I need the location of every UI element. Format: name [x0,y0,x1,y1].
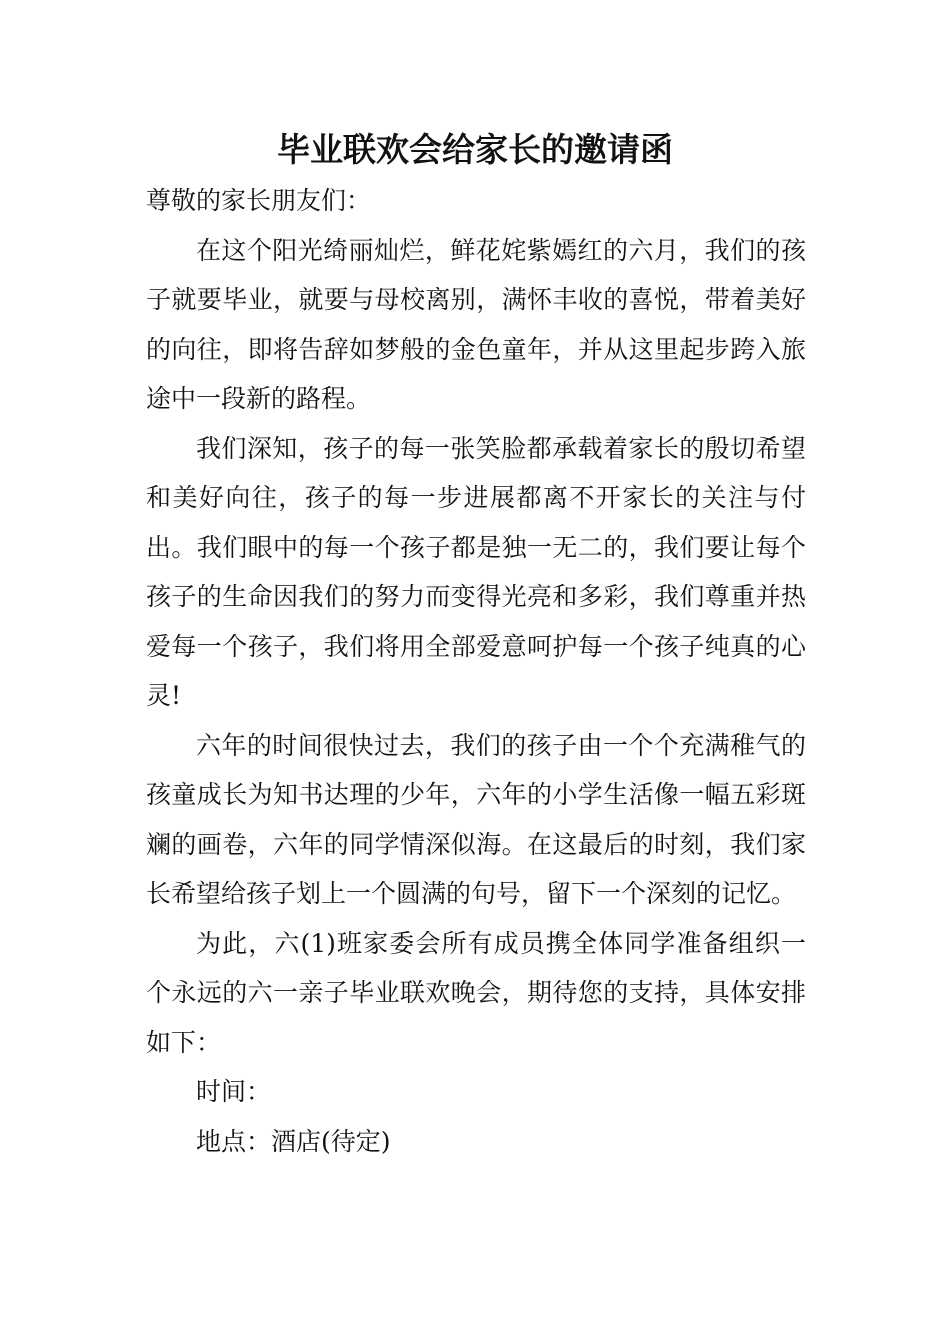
paragraph-3: 六年的时间很快过去，我们的孩子由一个个充满稚气的孩童成长为知书达理的少年，六年的小学生活像一幅五彩斑斓的画卷，六年的同学情深似海。在这最后的时刻，我们家长希望给孩子划上一个圆满的句号，留下一个深刻的记忆。 [146,730,806,908]
document-title: 毕业联欢会给家长的邀请函 [277,130,673,169]
time-field: 时间： [196,1077,272,1106]
salutation: 尊敬的家长朋友们： [146,186,372,215]
paragraph-1: 在这个阳光绮丽灿烂，鲜花姹紫嫣红的六月，我们的孩子就要毕业，就要与母校离别，满怀丰收的喜悦，带着美好的向往，即将告辞如梦般的金色童年，并从这里起步跨入旅途中一段新的路程。 [146,235,806,413]
paragraph-2: 我们深知，孩子的每一张笑脸都承载着家长的殷切希望和美好向往，孩子的每一步进展都离不开家长的关注与付出。我们眼中的每一个孩子都是独一无二的，我们要让每个孩子的生命因我们的努力而变得光亮和多彩，我们尊重并热爱每一个孩子，我们将用全部爱意呵护每一个孩子纯真的心灵! [146,433,806,710]
location-field: 地点：酒店(待定) [196,1126,391,1156]
document-body [146,176,806,1166]
paragraph-4: 为此，六(1)班家委会所有成员携全体同学准备组织一个永远的六一亲子毕业联欢晚会，期待您的支持，具体安排如下： [146,928,806,1057]
